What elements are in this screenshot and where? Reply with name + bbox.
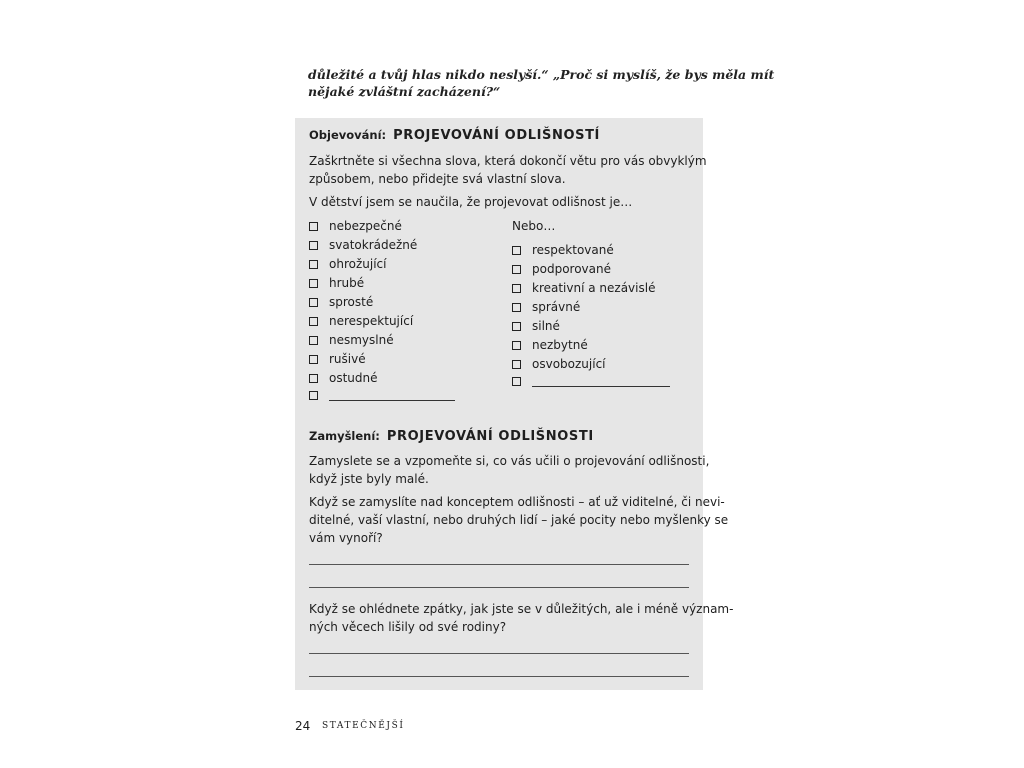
section2-label: Zamyšlení: xyxy=(309,429,380,443)
section1-instruction: Zaškrtněte si všechna slova, která dokončí větu pro vás obvyklým způsobem, nebo přidejte svá vlastní slova. xyxy=(309,154,707,186)
intro-line-2: nějaké zvláštní zacházení?“ xyxy=(308,84,501,99)
checkbox[interactable] xyxy=(309,355,318,364)
page-number: 24 xyxy=(295,719,311,733)
checkbox[interactable] xyxy=(309,222,318,231)
checkbox[interactable] xyxy=(512,377,521,386)
checklist-item[interactable]: rušivé xyxy=(309,352,366,366)
checkbox[interactable] xyxy=(512,265,521,274)
answer-line[interactable] xyxy=(309,587,689,588)
checklist-item[interactable]: správné xyxy=(512,300,580,314)
section2-heading: PROJEVOVÁNÍ ODLIŠNOSTI xyxy=(386,429,594,444)
answer-line[interactable] xyxy=(309,564,689,565)
checklist-item[interactable]: respektované xyxy=(512,243,614,257)
write-in-line[interactable] xyxy=(329,400,455,401)
checklist-item[interactable]: svatokrádežné xyxy=(309,238,417,252)
checkbox[interactable] xyxy=(309,260,318,269)
answer-line[interactable] xyxy=(309,676,689,677)
checkbox[interactable] xyxy=(512,246,521,255)
exercise-box xyxy=(295,118,734,690)
checklist-item-custom[interactable] xyxy=(309,390,455,401)
or-label: Nebo… xyxy=(512,219,556,233)
checkbox[interactable] xyxy=(512,284,521,293)
section2-question-2: Když se ohlédnete zpátky, jak jste se v důležitých, ale i méně význam- ných věcech lišily od své rodiny? xyxy=(309,602,734,634)
checklist-item[interactable]: osvobozující xyxy=(512,357,606,371)
checklist-item[interactable]: podporované xyxy=(512,262,611,276)
checkbox[interactable] xyxy=(309,317,318,326)
checkbox[interactable] xyxy=(309,391,318,400)
checklist-item[interactable]: silné xyxy=(512,319,560,333)
section1-label: Objevování: xyxy=(309,128,387,142)
section2-question-1: Když se zamyslíte nad konceptem odlišnosti – ať už viditelné, či nevi- ditelné, vaší vlastní, nebo druhých lidí – jaké pocity nebo myšlenky se vám vynoří? xyxy=(309,495,729,545)
checklist-item[interactable]: kreativní a nezávislé xyxy=(512,281,655,295)
checklist-item[interactable]: sprosté xyxy=(309,295,373,309)
section1-title xyxy=(309,128,600,143)
intro-line-1: důležité a tvůj hlas nikdo neslyší.“ „Proč si myslíš, že bys měla mít xyxy=(308,67,775,82)
intro-text xyxy=(308,66,775,100)
section2-paragraph-1: Zamyslete se a vzpomeňte si, co vás učili o projevování odlišnosti, když jste byly malé. xyxy=(309,454,710,486)
checkbox[interactable] xyxy=(309,241,318,250)
section1-heading: PROJEVOVÁNÍ ODLIŠNOSTÍ xyxy=(393,128,600,143)
write-in-line[interactable] xyxy=(532,386,670,387)
checkbox[interactable] xyxy=(512,341,521,350)
checkbox[interactable] xyxy=(309,279,318,288)
checklist-item-custom[interactable] xyxy=(512,376,670,387)
checkbox[interactable] xyxy=(309,336,318,345)
section2-title xyxy=(309,429,594,444)
checklist-item[interactable]: ohrožující xyxy=(309,257,386,271)
checklist-item[interactable]: nezbytné xyxy=(512,338,588,352)
checklist-item[interactable]: nesmyslné xyxy=(309,333,394,347)
checklist-item[interactable]: hrubé xyxy=(309,276,364,290)
checklist-item[interactable]: nebezpečné xyxy=(309,219,402,233)
checkbox[interactable] xyxy=(309,298,318,307)
running-title: STATEČNĚJŠÍ xyxy=(322,721,405,731)
checkbox[interactable] xyxy=(512,303,521,312)
section1-prompt: V dětství jsem se naučila, že projevovat odlišnost je… xyxy=(309,195,633,209)
checkbox[interactable] xyxy=(512,360,521,369)
checklist-item[interactable]: ostudné xyxy=(309,371,378,385)
answer-line[interactable] xyxy=(309,653,689,654)
checkbox[interactable] xyxy=(309,374,318,383)
checkbox[interactable] xyxy=(512,322,521,331)
checklist-item[interactable]: nerespektující xyxy=(309,314,413,328)
